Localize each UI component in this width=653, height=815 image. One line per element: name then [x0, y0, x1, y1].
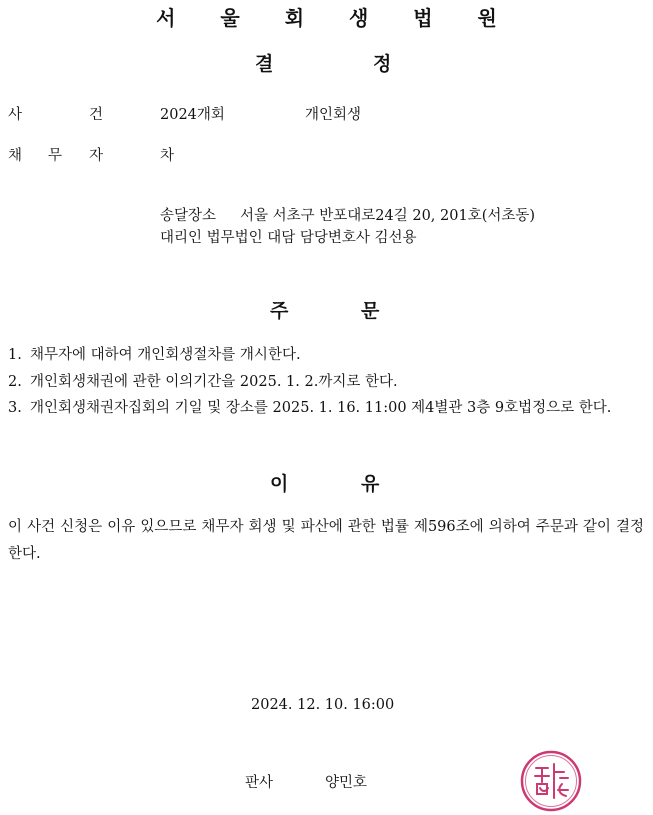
- order-item: [8, 342, 648, 369]
- document-title-part2: 정: [373, 53, 392, 75]
- service-address-value: 서울 서초구 반포대로24길 20, 201호(서초동): [240, 208, 536, 224]
- order-item-number: 2.: [8, 373, 22, 390]
- reason-heading-part1: 이: [270, 473, 289, 495]
- debtor-label-char1: 채: [8, 148, 23, 164]
- order-item-number: 3.: [8, 400, 22, 416]
- order-item-text: 채무자에 대하여 개인회생절차를 개시한다.: [30, 347, 301, 363]
- reason-heading-part2: 유: [361, 473, 380, 495]
- decision-datetime: 2024. 12. 10. 16:00: [251, 697, 395, 713]
- debtor-name: 차: [160, 148, 175, 164]
- representative: 대리인 법무법인 대담 담당변호사 김선용: [160, 230, 417, 246]
- judge-name: 양민호: [325, 775, 368, 791]
- order-list: [8, 342, 648, 422]
- order-item-text: 개인회생채권자집회의 기일 및 장소를 2025. 1. 16. 11:00 제4별관 3층 9호법정으로 한다.: [30, 400, 612, 416]
- judge-seal-stamp: [518, 748, 584, 814]
- debtor-label-char3: 자: [89, 148, 104, 164]
- judge-title: 판사: [245, 775, 274, 791]
- case-type: 개인회생: [305, 107, 362, 123]
- document-title-part1: 결: [255, 53, 274, 75]
- order-heading-part1: 주: [270, 300, 289, 322]
- case-number: 2024개회: [160, 107, 225, 123]
- court-name: 서 울 회 생 법 원: [156, 6, 516, 30]
- order-heading-part2: 문: [361, 300, 380, 322]
- order-item: [8, 369, 648, 396]
- case-label-char2: 건: [89, 107, 104, 123]
- debtor-label-char2: 무: [48, 148, 63, 164]
- reason-text: 이 사건 신청은 이유 있으므로 채무자 회생 및 파산에 관한 법률 제596조에 의하여 주문과 같이 결정한다.: [8, 519, 644, 562]
- service-address-label: 송달장소: [160, 208, 217, 224]
- order-item-text: 개인회생채권에 관한 이의기간을 2025. 1. 2.까지로 한다.: [30, 373, 398, 390]
- case-label-char1: 사: [8, 107, 23, 123]
- order-item: [8, 395, 648, 422]
- order-item-number: 1.: [8, 347, 22, 363]
